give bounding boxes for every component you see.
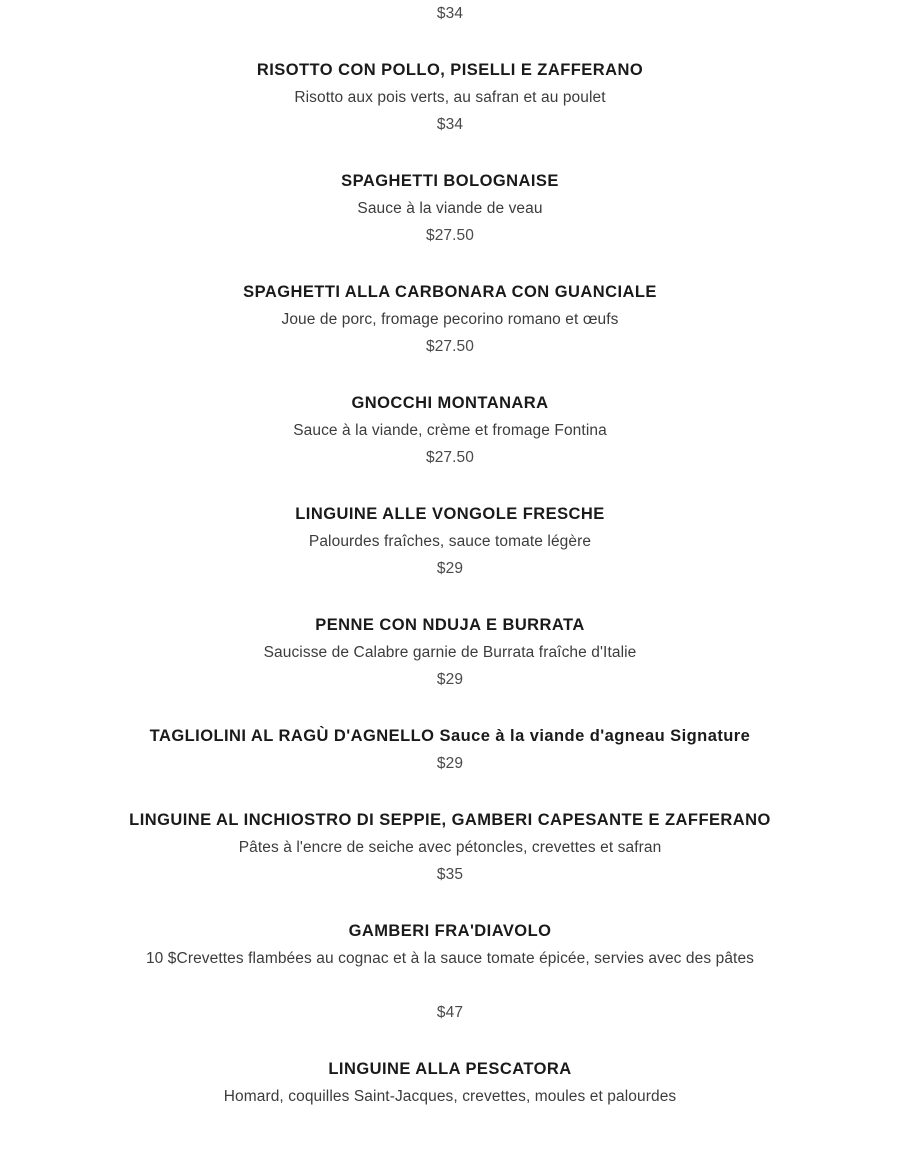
menu-item xyxy=(30,57,870,138)
menu-item xyxy=(30,501,870,582)
dish-name: LINGUINE ALLE VONGOLE FRESCHE xyxy=(295,505,605,523)
dish-name: LINGUINE AL INCHIOSTRO DI SEPPIE, GAMBERI CAPESANTE E ZAFFERANO xyxy=(129,811,771,829)
menu-item xyxy=(30,723,870,777)
menu-item xyxy=(30,390,870,471)
dish-description: 10 $Crevettes flambées au cognac et à la sauce tomate épicée, servies avec des pâtes xyxy=(145,950,755,967)
dish-name: LINGUINE ALLA PESCATORA xyxy=(328,1060,572,1078)
menu-item xyxy=(30,168,870,249)
dish-name: GNOCCHI MONTANARA xyxy=(351,394,549,412)
menu-item xyxy=(30,279,870,360)
dish-price: $27.50 xyxy=(425,449,474,466)
dish-description: Saucisse de Calabre garnie de Burrata fraîche d'Italie xyxy=(263,644,637,661)
menu-item xyxy=(30,0,870,27)
dish-price: $29 xyxy=(436,755,464,772)
dish-name: PENNE CON NDUJA E BURRATA xyxy=(315,616,585,634)
dish-name: SPAGHETTI ALLA CARBONARA CON GUANCIALE xyxy=(243,283,657,301)
dish-name: TAGLIOLINI AL RAGÙ D'AGNELLO Sauce à la viande d'agneau Signature xyxy=(149,727,751,745)
dish-price: $34 xyxy=(436,116,464,133)
dish-name: RISOTTO CON POLLO, PISELLI E ZAFFERANO xyxy=(256,61,644,79)
menu-item xyxy=(30,918,870,1026)
dish-description: Palourdes fraîches, sauce tomate légère xyxy=(308,533,592,550)
dish-price: $35 xyxy=(436,866,464,883)
dish-description: Sauce à la viande, crème et fromage Fontina xyxy=(293,422,607,439)
dish-description: Pâtes à l'encre de seiche avec pétoncles, crevettes et safran xyxy=(238,839,662,856)
dish-description: Homard, coquilles Saint-Jacques, crevettes, moules et palourdes xyxy=(223,1088,677,1105)
dish-price: $29 xyxy=(436,560,464,577)
dish-description: Sauce à la viande de veau xyxy=(357,200,543,217)
dish-spacer xyxy=(30,972,870,999)
menu-item xyxy=(30,807,870,888)
dish-description: Risotto aux pois verts, au safran et au poulet xyxy=(294,89,606,106)
dish-price: $34 xyxy=(436,5,464,22)
dish-price: $27.50 xyxy=(425,227,474,244)
dish-name: SPAGHETTI BOLOGNAISE xyxy=(341,172,559,190)
dish-name: GAMBERI FRA'DIAVOLO xyxy=(348,922,552,940)
menu-item xyxy=(30,1056,870,1110)
dish-price: $27.50 xyxy=(425,338,474,355)
dish-description: Joue de porc, fromage pecorino romano et œufs xyxy=(281,311,619,328)
dish-price: $47 xyxy=(436,1004,464,1021)
dish-price: $29 xyxy=(436,671,464,688)
menu-item xyxy=(30,612,870,693)
